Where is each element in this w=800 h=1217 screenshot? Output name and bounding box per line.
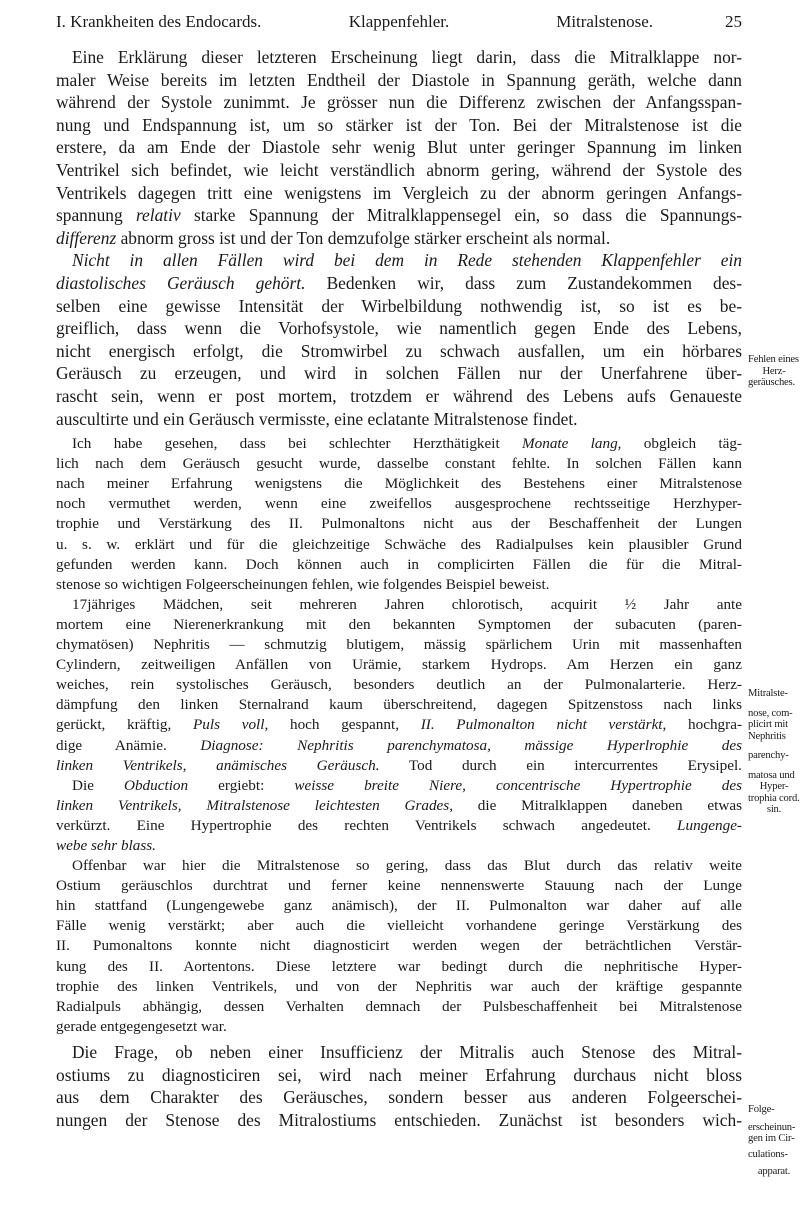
text-line: differenz abnorm gross ist und der Ton demzufolge stärker erscheint als normal. [56, 227, 611, 248]
text-line: Ich habe gesehen, dass bei schlechter Herzthätigkeit Monate lang, obgleich täg- [72, 435, 742, 453]
case-report [56, 595, 742, 856]
text-line: Offenbar war hier die Mitralstenose so gering, dass das Blut durch das relativ weite [72, 857, 742, 875]
text-line: kung des II. Aortentons. Diese letztere war bedingt durch die nephritische Hyper- [56, 957, 742, 975]
text-line: nach meiner Erfahrung wenigstens die Möglichkeit des Bestehens einer Mitralstenose [56, 475, 742, 493]
text-line: Ventrikels dagegen tritt eine wenigstens im Vergleich zu der abnorm geringen Anfangs- [56, 182, 742, 203]
text-line: u. s. w. erklärt und für die gleichzeitige Schwäche des Radialpulses kein plausibler Grund [56, 535, 742, 553]
text-line: spannung relativ starke Spannung der Mitralklappensegel ein, so dass die Spannungs- [56, 205, 742, 226]
text-line: Ventrikel sich befindet, wie leicht verständlich abnorm gering, während der Systole des [56, 159, 742, 180]
text-line: Eine Erklärung dieser letzteren Erscheinung liegt darin, dass die Mitralklappe nor- [72, 47, 742, 67]
text-line: diastolisches Geräusch gehört. Bedenken wir, dass zum Zustandekommen des- [56, 272, 742, 293]
running-header-right [556, 12, 742, 32]
text-line: während der Systole zunimmt. Je grösser nun die Differenz zwischen der Anfangsspan- [56, 92, 742, 113]
text-line: Radialpuls abhängig, dessen Verhalten demnach der Pulsbeschaffenheit bei Mitralstenose [56, 997, 742, 1015]
text-line: aus dem Charakter des Geräusches, sondern besser aus anderen Folgeerschei- [56, 1087, 742, 1108]
text-line: lich nach dem Geräusch gesucht wurde, dasselbe constant fehlte. In solchen Fällen kann [56, 455, 742, 473]
running-header-topic: Mitralstenose. [556, 12, 653, 31]
text-line: chymatösen) Nephritis — schmutzig blutigem, mässig spärlichem Urin mit massenhaften [56, 636, 742, 654]
page-body [56, 46, 742, 1131]
text-line: Geräusch zu erzeugen, und wird in solchen Fällen nur der Unerfahrene über- [56, 363, 742, 384]
text-line: Ostium geräuschlos durchtrat und ferner keine nennenswerte Stauung nach der Lunge [56, 877, 742, 895]
text-line: Nicht in allen Fällen wird bei dem in Rede stehenden Klappenfehler ein [72, 250, 742, 271]
running-header-section: Klappenfehler. [348, 12, 450, 31]
text-line: Die Obduction ergiebt: weisse breite Niere, concentrische Hypertrophie des [72, 776, 742, 794]
text-line: webe sehr blass. [56, 836, 156, 854]
paragraph-explanation [56, 46, 742, 249]
text-line: maler Weise bereits im letzten Endtheil der Diastole in Spannung geräth, welche dann [56, 69, 742, 90]
text-line: nungen der Stenose des Mitralostiums entschieden. Zunächst ist besonders wich- [56, 1109, 742, 1130]
text-line: gefunden werden kann. Doch können auch in complicirten Fällen die für die Mitral- [56, 555, 742, 573]
text-line: hin stattfand (Lungengewebe ganz anämisch), der II. Pulmonalton war daher auf alle [56, 897, 742, 915]
text-line: Fälle wenig verstärkt; aber auch die vielleicht vorhandene geringe Verstärkung des [56, 917, 742, 935]
text-line: nung und Endspannung ist, um so stärker ist der Ton. Bei der Mitralstenose ist die [56, 114, 742, 135]
text-line: dige Anämie. Diagnose: Nephritis parenchymatosa, mässige Hyperlrophie des [56, 736, 742, 754]
running-header [56, 12, 742, 38]
text-line: II. Pumonaltons konnte nicht diagnosticirt werden wegen der beträchtlichen Verstär- [56, 937, 742, 955]
text-line: noch vermuthet werden, wenn eine zweifellos ausgesprochene rechtsseitige Herzhyper- [56, 495, 742, 513]
text-line: nicht energisch erfolgt, die Stromwirbel zu schwach ausfallen, um ein hörbares [56, 340, 742, 361]
text-line: erstere, da am Ende der Diastole sehr wenig Blut unter geringer Spannung im linken [56, 137, 742, 158]
text-line: linken Ventrikels, anämisches Geräusch. Tod durch ein intercurrentes Erysipel. [56, 756, 742, 774]
text-line: trophie und Verstärkung des II. Pulmonaltons nicht aus der Beschaffenheit der Lungen [56, 515, 742, 533]
text-line: auscultirte und ein Geräusch vermisste, eine eclatante Mitralstenose findet. [56, 408, 578, 429]
text-line: gerade entgegengesetzt war. [56, 1017, 227, 1035]
margin-note-case: Mitralste- nose, com- plicirt mit Nephritis parenchy- matosa und Hyper- trophia cord. sin. [748, 688, 800, 815]
text-line: trophie des linken Ventrikels, und von der Nephritis war auch der kräftige gespannte [56, 977, 742, 995]
text-line: dämpfung den linken Sternalrand kaum überschreitend, dagegen Spitzenstoss nach links [56, 696, 742, 714]
text-line: Cylindern, zeitweiligen Anfällen von Urämie, starkem Hydrops. Am Herzen ein ganz [56, 656, 742, 674]
text-line: stenose so wichtigen Folgeerscheinungen fehlen, wie folgendes Beispiel beweist. [56, 575, 550, 593]
paragraph-commentary [56, 856, 742, 1037]
text-line: weiches, rein systolisches Geräusch, besonders deutlich an der Pulmonalarterie. Herz- [56, 676, 742, 694]
text-line: selben eine gewisse Intensität der Wirbelbildung nothwendig ist, so ist es be- [56, 295, 742, 316]
page-number: 25 [725, 12, 742, 31]
margin-note-consequences: Folge- erscheinun- gen im Cir- culations- apparat. [748, 1104, 796, 1177]
text-line: verkürzt. Eine Hypertrophie des rechten Ventrikels schwach angedeutet. Lungenge- [56, 816, 742, 834]
text-line: 17jähriges Mädchen, seit mehreren Jahren chlorotisch, acquirit ½ Jahr ante [72, 595, 742, 613]
running-header-chapter: I. Krankheiten des Endocards. [56, 12, 262, 31]
text-line: mortem eine Nierenerkrankung mit den bekannten Symptomen der subacuten (paren- [56, 615, 742, 633]
margin-note-missing-murmur: Fehlen eines Herz- geräusches. [748, 354, 799, 388]
text-line: Die Frage, ob neben einer Insufficienz der Mitralis auch Stenose des Mitral- [72, 1041, 742, 1062]
paragraph-missing-murmur [56, 249, 742, 430]
text-line: linken Ventrikels, Mitralstenose leichtesten Grades, die Mitralklappen daneben etwas [56, 796, 742, 814]
text-line: gerückt, kräftig, Puls voll, hoch gespannt, II. Pulmonalton nicht verstärkt, hochgra- [56, 716, 742, 734]
text-line: greiflich, dass wenn die Vorhofsystole, wie namentlich gegen Ende des Lebens, [56, 318, 742, 339]
paragraph-question [56, 1041, 742, 1131]
text-line: ostiums zu diagnosticiren sei, wird nach meiner Erfahrung durchaus nicht bloss [56, 1064, 742, 1085]
paragraph-observation [56, 434, 742, 595]
text-line: rascht sein, wenn er post mortem, trotzdem er während des Lebens aufs Genaueste [56, 385, 742, 406]
